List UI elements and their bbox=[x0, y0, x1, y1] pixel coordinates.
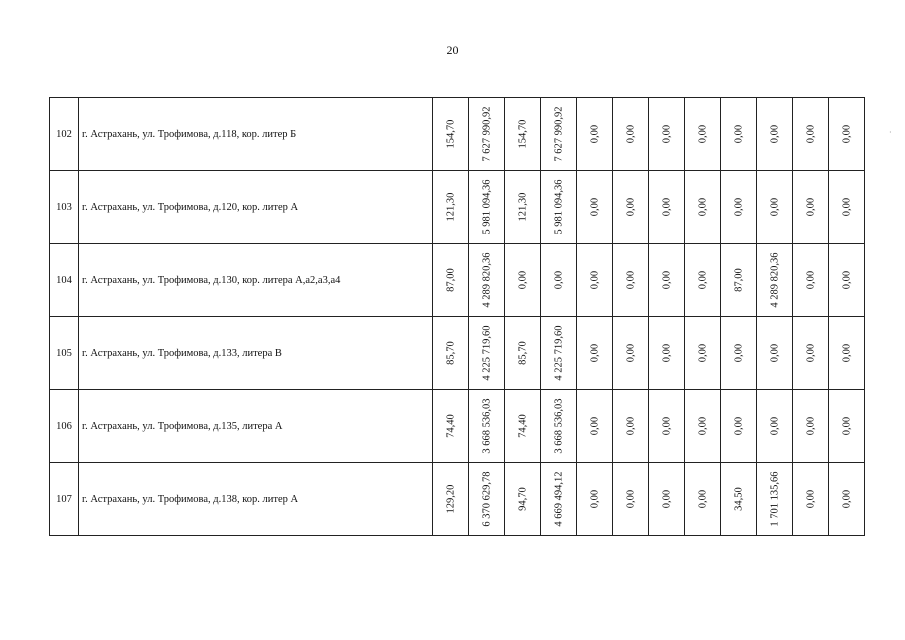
value-text: 0,00 bbox=[661, 124, 672, 144]
value-cell bbox=[541, 390, 577, 463]
value-cell bbox=[613, 317, 649, 390]
value-cell bbox=[541, 98, 577, 171]
row-number: 105 bbox=[50, 317, 79, 390]
value-text: 5 981 094,36 bbox=[553, 179, 564, 235]
value-cell bbox=[829, 463, 865, 536]
value-text: 0,00 bbox=[589, 489, 600, 509]
value-text: 85,70 bbox=[517, 341, 528, 365]
value-cell bbox=[541, 171, 577, 244]
value-cell bbox=[721, 98, 757, 171]
value-cell bbox=[685, 244, 721, 317]
row-number: 104 bbox=[50, 244, 79, 317]
value-cell bbox=[721, 390, 757, 463]
value-text: 0,00 bbox=[769, 124, 780, 144]
value-cell bbox=[433, 244, 469, 317]
value-cell bbox=[505, 317, 541, 390]
value-cell bbox=[685, 171, 721, 244]
value-cell bbox=[829, 390, 865, 463]
value-text: 0,00 bbox=[733, 197, 744, 217]
value-cell bbox=[505, 463, 541, 536]
value-cell bbox=[757, 244, 793, 317]
value-cell bbox=[577, 171, 613, 244]
table-row bbox=[50, 98, 865, 171]
address-cell: г. Астрахань, ул. Трофимова, д.118, кор. литер Б bbox=[79, 98, 433, 171]
value-text: 154,70 bbox=[517, 119, 528, 149]
value-cell bbox=[793, 463, 829, 536]
value-text: 0,00 bbox=[697, 197, 708, 217]
value-cell bbox=[613, 244, 649, 317]
value-cell bbox=[541, 463, 577, 536]
value-text: 0,00 bbox=[625, 124, 636, 144]
value-text: 1 701 135,66 bbox=[769, 471, 780, 527]
table-row bbox=[50, 390, 865, 463]
address-cell: г. Астрахань, ул. Трофимова, д.135, литера А bbox=[79, 390, 433, 463]
value-text: 0,00 bbox=[589, 416, 600, 436]
table-row bbox=[50, 244, 865, 317]
value-text: 7 627 990,92 bbox=[481, 106, 492, 162]
value-text: 0,00 bbox=[697, 489, 708, 509]
value-cell bbox=[685, 390, 721, 463]
value-cell bbox=[649, 244, 685, 317]
value-text: 34,50 bbox=[733, 487, 744, 511]
value-text: 121,30 bbox=[445, 192, 456, 222]
value-cell bbox=[829, 317, 865, 390]
table-row bbox=[50, 171, 865, 244]
value-text: 0,00 bbox=[697, 343, 708, 363]
table-body bbox=[50, 98, 865, 536]
value-cell bbox=[505, 390, 541, 463]
value-text: 5 981 094,36 bbox=[481, 179, 492, 235]
value-cell bbox=[793, 317, 829, 390]
value-cell bbox=[433, 98, 469, 171]
value-cell bbox=[649, 317, 685, 390]
value-text: 0,00 bbox=[625, 416, 636, 436]
value-text: 0,00 bbox=[805, 124, 816, 144]
value-cell bbox=[433, 317, 469, 390]
value-text: 0,00 bbox=[841, 197, 852, 217]
value-cell bbox=[829, 171, 865, 244]
value-cell bbox=[721, 171, 757, 244]
value-cell bbox=[757, 171, 793, 244]
address-cell: г. Астрахань, ул. Трофимова, д.130, кор. литера А,а2,а3,а4 bbox=[79, 244, 433, 317]
value-cell bbox=[469, 244, 505, 317]
value-cell bbox=[721, 244, 757, 317]
value-text: 0,00 bbox=[733, 124, 744, 144]
value-text: 0,00 bbox=[805, 270, 816, 290]
value-cell bbox=[505, 98, 541, 171]
value-text: 0,00 bbox=[625, 489, 636, 509]
value-text: 0,00 bbox=[841, 343, 852, 363]
value-text: 0,00 bbox=[733, 343, 744, 363]
value-text: 0,00 bbox=[805, 343, 816, 363]
value-cell bbox=[829, 244, 865, 317]
value-text: 129,20 bbox=[445, 484, 456, 514]
value-cell bbox=[793, 171, 829, 244]
value-text: 3 668 536,03 bbox=[481, 398, 492, 454]
value-text: 6 370 629,78 bbox=[481, 471, 492, 527]
value-cell bbox=[721, 317, 757, 390]
value-cell bbox=[541, 244, 577, 317]
value-cell bbox=[649, 171, 685, 244]
value-cell bbox=[757, 98, 793, 171]
value-cell bbox=[685, 98, 721, 171]
value-text: 0,00 bbox=[805, 489, 816, 509]
value-cell bbox=[613, 463, 649, 536]
value-cell bbox=[613, 171, 649, 244]
value-cell bbox=[613, 390, 649, 463]
value-cell bbox=[685, 317, 721, 390]
value-text: 0,00 bbox=[517, 270, 528, 290]
value-text: 0,00 bbox=[841, 416, 852, 436]
value-text: 4 289 820,36 bbox=[769, 252, 780, 308]
value-text: 0,00 bbox=[733, 416, 744, 436]
value-text: 3 668 536,03 bbox=[553, 398, 564, 454]
value-cell bbox=[469, 317, 505, 390]
value-text: 0,00 bbox=[625, 343, 636, 363]
value-text: 0,00 bbox=[805, 197, 816, 217]
value-cell bbox=[433, 463, 469, 536]
value-cell bbox=[541, 317, 577, 390]
value-cell bbox=[577, 98, 613, 171]
value-text: 87,00 bbox=[445, 268, 456, 292]
value-text: 74,40 bbox=[517, 414, 528, 438]
value-text: 0,00 bbox=[589, 270, 600, 290]
value-text: 0,00 bbox=[625, 270, 636, 290]
value-text: 87,00 bbox=[733, 268, 744, 292]
value-cell bbox=[829, 98, 865, 171]
table-row bbox=[50, 317, 865, 390]
value-text: 85,70 bbox=[445, 341, 456, 365]
value-cell bbox=[433, 390, 469, 463]
value-cell bbox=[721, 463, 757, 536]
address-cell: г. Астрахань, ул. Трофимова, д.138, кор. литер А bbox=[79, 463, 433, 536]
value-cell bbox=[649, 98, 685, 171]
value-cell bbox=[577, 244, 613, 317]
value-text: 0,00 bbox=[697, 124, 708, 144]
value-cell bbox=[577, 317, 613, 390]
value-text: 0,00 bbox=[661, 343, 672, 363]
row-number: 106 bbox=[50, 390, 79, 463]
property-table bbox=[49, 97, 865, 536]
value-cell bbox=[469, 171, 505, 244]
value-cell bbox=[757, 390, 793, 463]
value-text: 4 669 494,12 bbox=[553, 471, 564, 527]
value-text: 0,00 bbox=[805, 416, 816, 436]
address-cell: г. Астрахань, ул. Трофимова, д.133, литера В bbox=[79, 317, 433, 390]
value-text: 4 225 719,60 bbox=[481, 325, 492, 381]
value-text: 0,00 bbox=[553, 270, 564, 290]
value-text: 94,70 bbox=[517, 487, 528, 511]
value-text: 4 225 719,60 bbox=[553, 325, 564, 381]
row-number: 103 bbox=[50, 171, 79, 244]
value-text: 0,00 bbox=[589, 343, 600, 363]
value-text: 0,00 bbox=[841, 270, 852, 290]
value-text: 154,70 bbox=[445, 119, 456, 149]
value-cell bbox=[469, 390, 505, 463]
value-cell bbox=[505, 244, 541, 317]
value-text: 0,00 bbox=[589, 197, 600, 217]
value-text: 0,00 bbox=[661, 489, 672, 509]
value-cell bbox=[793, 98, 829, 171]
value-cell bbox=[757, 317, 793, 390]
value-cell bbox=[577, 390, 613, 463]
scan-speck: · bbox=[889, 128, 892, 137]
value-cell bbox=[793, 244, 829, 317]
value-cell bbox=[469, 463, 505, 536]
value-text: 0,00 bbox=[661, 197, 672, 217]
value-cell bbox=[433, 171, 469, 244]
value-text: 0,00 bbox=[769, 197, 780, 217]
value-cell bbox=[613, 98, 649, 171]
value-cell bbox=[649, 390, 685, 463]
value-text: 0,00 bbox=[661, 416, 672, 436]
value-text: 0,00 bbox=[697, 270, 708, 290]
row-number: 107 bbox=[50, 463, 79, 536]
page-number: 20 bbox=[446, 43, 459, 57]
value-text: 0,00 bbox=[841, 124, 852, 144]
value-cell bbox=[685, 463, 721, 536]
value-text: 7 627 990,92 bbox=[553, 106, 564, 162]
value-text: 0,00 bbox=[841, 489, 852, 509]
value-cell bbox=[757, 463, 793, 536]
value-text: 0,00 bbox=[769, 416, 780, 436]
value-cell bbox=[505, 171, 541, 244]
value-text: 0,00 bbox=[769, 343, 780, 363]
value-text: 0,00 bbox=[697, 416, 708, 436]
value-text: 0,00 bbox=[661, 270, 672, 290]
value-text: 0,00 bbox=[589, 124, 600, 144]
value-text: 0,00 bbox=[625, 197, 636, 217]
value-text: 74,40 bbox=[445, 414, 456, 438]
value-cell bbox=[793, 390, 829, 463]
address-cell: г. Астрахань, ул. Трофимова, д.120, кор. литер А bbox=[79, 171, 433, 244]
value-text: 121,30 bbox=[517, 192, 528, 222]
row-number: 102 bbox=[50, 98, 79, 171]
value-cell bbox=[577, 463, 613, 536]
value-cell bbox=[469, 98, 505, 171]
table-row bbox=[50, 463, 865, 536]
value-text: 4 289 820,36 bbox=[481, 252, 492, 308]
value-cell bbox=[649, 463, 685, 536]
